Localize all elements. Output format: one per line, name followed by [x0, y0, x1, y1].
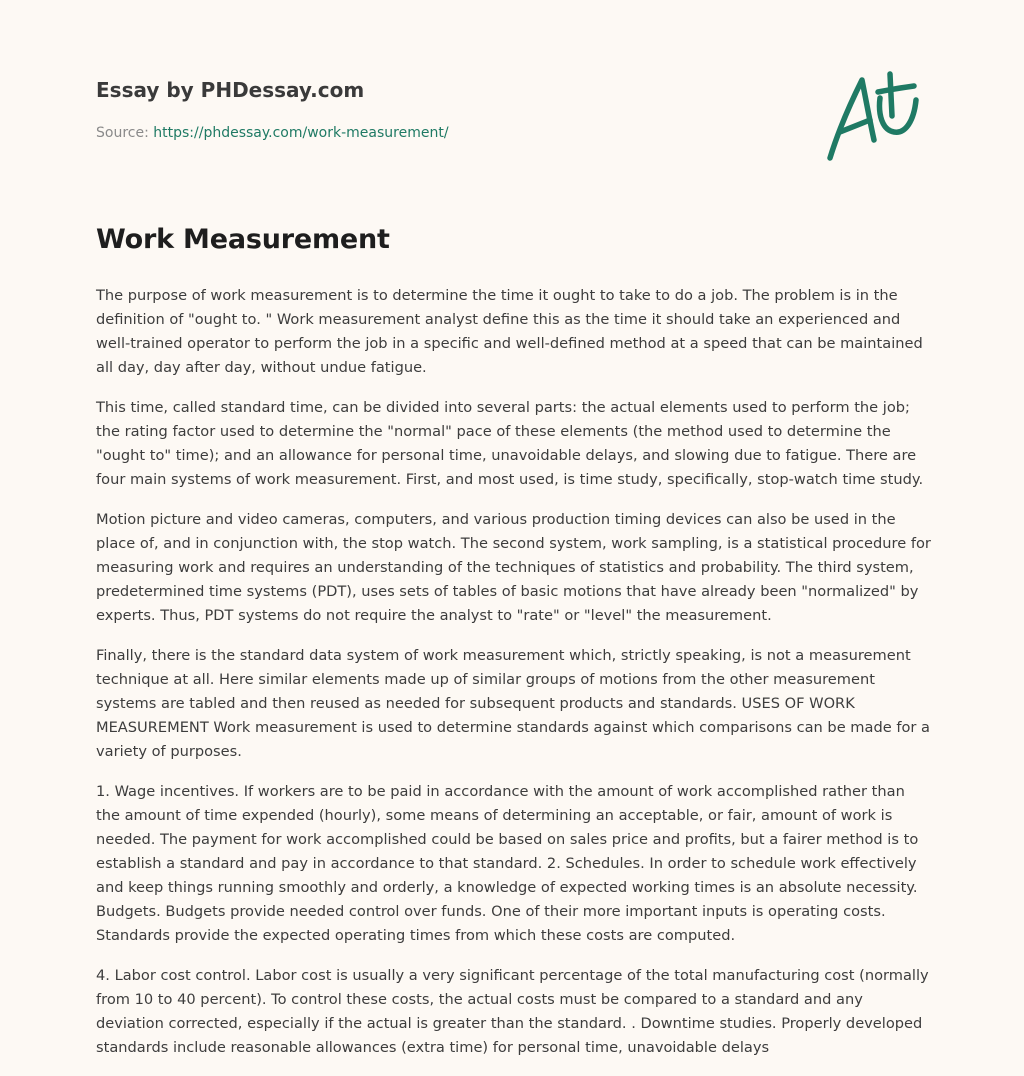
page-header	[96, 78, 926, 178]
paragraph: Finally, there is the standard data system of work measurement which, strictly speaking, is not a measurement technique at all. Here similar elements made up of similar groups of motions from the other measurement systems are tabled and then reused as needed for subsequent products and standards. USES OF WORK MEASUREMENT Work measurement is used to determine standards against which comparisons can be made for a variety of purposes.	[96, 647, 930, 760]
paragraph: 1. Wage incentives. If workers are to be paid in accordance with the amount of work accomplished rather than the amount of time expended (hourly), some means of determining an acceptable, or fair, amount of work is needed. The payment for work accomplished could be based on sales price and profits, but a fairer method is to establish a standard and pay in accordance to that standard. 2. Schedules. In order to schedule work effectively and keep things running smoothly and orderly, a knowledge of expected working times is an absolute necessity. Budgets. Budgets provide needed control over funds. One of their more important inputs is operating costs. Standards provide the expected operating times from which these costs are computed.	[96, 783, 919, 944]
paragraph: The purpose of work measurement is to determine the time it ought to take to do a job. The problem is in the definition of "ought to. " Work measurement analyst define this as the time it should take an experienced and well-trained operator to perform the job in a specific and well-defined method at a speed that can be maintained all day, day after day, without undue fatigue.	[96, 287, 923, 376]
source-label: Source:	[96, 125, 149, 141]
paragraph: Motion picture and video cameras, computers, and various production timing devices can also be used in the place of, and in conjunction with, the stop watch. The second system, work sampling, is a statistical procedure for measuring work and requires an understanding of the techniques of statistics and probability. The third system, predetermined time systems (PDT), uses sets of tables of basic motions that have already been "normalized" by experts. Thus, PDT systems do not require the analyst to "rate" or "level" the measurement.	[96, 511, 931, 624]
a-plus-logo	[826, 70, 926, 162]
source-line	[96, 125, 449, 141]
article-title: Work Measurement	[96, 224, 390, 255]
paragraph: This time, called standard time, can be divided into several parts: the actual elements used to perform the job; the rating factor used to determine the "normal" pace of these elements (the method used to determine the "ought to" time); and an allowance for personal time, unavoidable delays, and slowing due to fatigue. There are four main systems of work measurement. First, and most used, is time study, specifically, stop-watch time study.	[96, 399, 924, 488]
paragraph: 4. Labor cost control. Labor cost is usually a very significant percentage of the total manufacturing cost (normally from 10 to 40 percent). To control these costs, the actual costs must be compared to a standard and any deviation corrected, especially if the actual is greater than the standard. . Downtime studies. Properly developed standards include reasonable allowances (extra time) for personal time, unavoidable delays	[96, 967, 929, 1056]
source-link[interactable]: https://phdessay.com/work-measurement/	[153, 125, 449, 141]
site-brand: Essay by PHDessay.com	[96, 78, 365, 102]
article-body	[96, 284, 932, 1076]
